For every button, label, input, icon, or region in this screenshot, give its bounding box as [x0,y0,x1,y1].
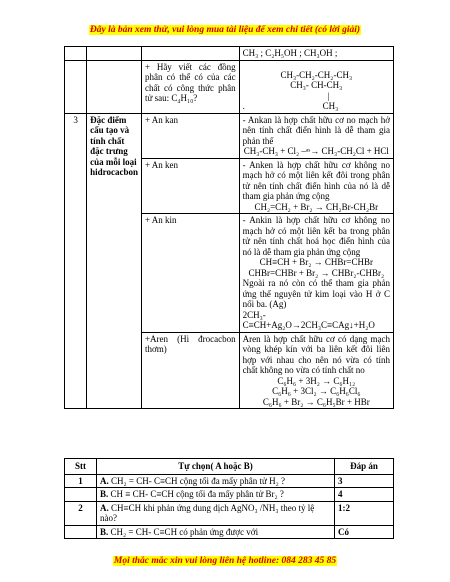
row-label: + An ken [141,158,239,214]
quiz-answer: 1:2 [335,501,394,525]
quiz-question: A. CH≡CH khi phản ứng dung dịch AgNO₃ /NH₃ theo tỷ lệ nào? [97,501,335,525]
row-description: - Ankan là hợp chất hữu cơ no mạch hở nên tính chất điển hình là dễ tham gia phản thế CH₃-CH₃ + Cl₂ –ᵃˢ→ CH₃-CH₂Cl + HCl [239,113,393,158]
equation: C₆H₆ + 3Cl₂ → C₆H₆Cl₆ [272,386,361,396]
quiz-answer: Có [335,525,394,539]
row-label: + An kin [141,214,239,333]
isomer-line: CH₃-CH₂-CH₂-CH₃ [280,69,353,80]
quiz-question: B. CH ≡ CH- C≡CH cộng tối đa mấy phân tử Br₂ ? [97,488,335,502]
hotline-banner-text: Mọi thắc mắc xin vui lòng liên hệ hotline: 084 283 45 85 [113,556,337,566]
hydrocarbon-table [64,46,394,409]
isomer-question: + Hãy viết các đồng phân có thể có của các chất có công thức phân tử sau: C₄H₁₀? [141,60,239,113]
quiz-table [64,458,394,539]
isomer-line: CH₃ [322,101,339,111]
hotline-banner [0,556,450,566]
isomer-line: | [327,90,330,101]
column-header: Tự chọn( A hoặc B) [97,459,335,475]
equation: CH₃-CH₃ + Cl₂ –ᵃˢ→ CH₃-CH₂Cl + HCl [243,146,389,156]
equation: C₆H₆ + Br₂ → C₆H₅Br + HBr [262,396,370,407]
row-label: +Aren (Hi đrocacbon thơm) [141,332,239,409]
column-header: Stt [65,459,97,475]
table-row: 1 A. CH₂ = CH- C≡CH cộng tối đa mấy phân tử H₂ ? 3 [65,474,394,488]
column-header: Đáp án [335,459,394,475]
isomer-line: CH₃- CH-CH₃ [290,80,343,90]
table-row [65,60,394,113]
row-description: - Anken là hợp chất hữu cơ không no mạch hở có một liên kết đôi trong phân tử nên tính chất điển hình của nó là dễ tham gia phản ứng cộng CH₂=CH₂ + Br₂ → CH₂Br-CH₂Br [239,158,393,214]
row-description: Aren là hợp chất hữu cơ có dạng mạch vòng khép kín với ba liên kết đôi liên hợp với nhau cho nên nó vừa có tính chất không no vừa có tính chất no C₆H₆ + 3H₂ → C₆H₁₂ C₆H₆ + 3Cl₂ → C₆H₆Cl₆ C₆H₆ + Br₂ → C₆H₅Br + HBr [239,332,393,409]
quiz-answer: 4 [335,488,394,502]
table-row [65,113,394,158]
section-title: Đặc điểm cấu tạo và tính chất đặc trưng của mỗi loại hidrocacbon [87,113,142,409]
table-row: 2 A. CH≡CH khi phản ứng dung dịch AgNO₃ /NH₃ theo tỷ lệ nào? 1:2 [65,501,394,525]
equation: C₆H₆ + 3H₂ → C₆H₁₂ [277,375,356,386]
equation: CH₂=CH₂ + Br₂ → CH₂Br-CH₂Br [254,201,379,212]
equation: 2CH₃-C≡CH+Ag₂O→2CH₃C≡CAg↓+H₂O [242,309,375,330]
equation: CH≡CH + Br₂ → CHBr=CHBr [259,257,373,267]
table-row [65,47,394,61]
isomer-dot: . [242,101,245,111]
preview-banner-text: Đây là bản xem thử, vui lòng mua tài liệu để xem chi tiết (có lời giải) [89,25,361,35]
row-description: - Ankin là hợp chất hữu cơ không no mạch hở có một liên kết ba trong phân tử nên tính chất hoá học điển hình của nó là dễ tham gia phản ứng cộng CH≡CH + Br₂ → CHBr=CHBr CHBr=CHBr + Br₂ → CHBr₂-CHBr₂ Ngoài ra nó còn có thể tham gia phản ứng thế nguyên tử kim loại vào H ở C nối ba. (Ag) 2CH₃-C≡CH+Ag₂O→2CH₃C≡CAg↓+H₂O [239,214,393,333]
quiz-answer: 3 [335,474,394,488]
table-row [65,525,394,539]
row-label: + An kan [141,113,239,158]
preview-banner [0,25,450,35]
list-item: CH₃ ; C₂H₅OH ; CH₃OH ; [239,47,393,61]
equation: CHBr=CHBr + Br₂ → CHBr₂-CHBr₂ [248,267,385,278]
isomer-answer [239,60,393,113]
quiz-question: B. CH₂ = CH- C≡CH có phản ứng được với [97,525,335,539]
table-header-row [65,459,394,475]
quiz-question: A. CH₂ = CH- C≡CH cộng tối đa mấy phân tử H₂ ? [97,474,335,488]
table-row [65,488,394,502]
section-number: 3 [65,113,87,409]
